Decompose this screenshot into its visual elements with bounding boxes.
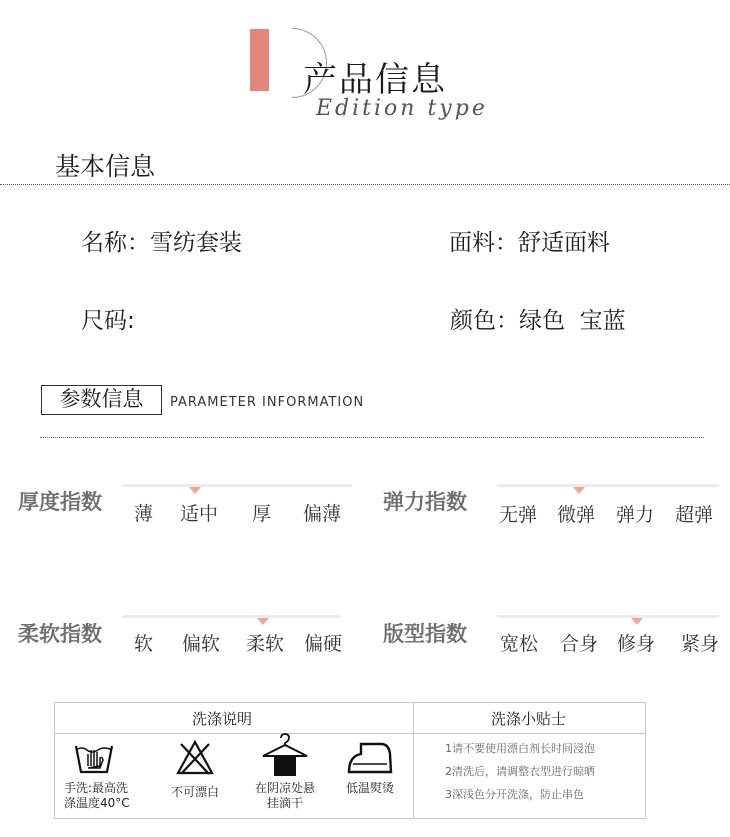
softness-option: 偏软 xyxy=(182,633,221,655)
fit-option: 修身 xyxy=(617,633,656,655)
fit-option: 宽松 xyxy=(500,633,539,655)
param-info-title: 参数信息 xyxy=(41,385,162,415)
fit-scale-label: 版型指数 xyxy=(383,622,467,646)
thickness-option: 偏薄 xyxy=(303,503,342,525)
elasticity-scale-label: 弹力指数 xyxy=(383,490,467,514)
washing-tip: 2清洗后，请调整衣型进行晾晒 xyxy=(445,765,595,778)
softness-scale-track xyxy=(122,615,340,618)
hang-dry-label: 在阴凉处悬 xyxy=(254,781,315,795)
no-bleach-icon xyxy=(175,739,215,777)
washing-table-divider xyxy=(413,702,414,819)
product-color: 颜色：绿色 宝蓝 xyxy=(450,308,626,334)
hand-wash-label: 涤温度40°C xyxy=(64,796,130,810)
product-fabric: 面料：舒适面料 xyxy=(449,230,610,256)
thickness-scale-label: 厚度指数 xyxy=(18,490,102,514)
softness-scale-label: 柔软指数 xyxy=(18,622,102,646)
elasticity-option: 弹力 xyxy=(616,504,655,526)
thickness-indicator xyxy=(189,487,201,494)
no-bleach-label: 不可漂白 xyxy=(170,785,219,799)
product-size: 尺码: xyxy=(81,308,135,334)
fit-option: 合身 xyxy=(560,633,599,655)
thickness-scale-track xyxy=(122,484,352,487)
hand-wash-label: 手洗:最高洗 xyxy=(64,781,129,795)
washing-tip: 1请不要使用漂白剂长时间浸泡 xyxy=(445,742,595,755)
page-subtitle: Edition type xyxy=(316,96,488,121)
thickness-option: 适中 xyxy=(180,503,219,525)
param-info-divider xyxy=(40,437,704,438)
softness-indicator xyxy=(257,618,269,625)
product-name: 名称：雪纺套装 xyxy=(81,230,242,256)
header-accent-bar xyxy=(250,29,269,91)
elasticity-scale-track xyxy=(497,484,719,487)
softness-option: 软 xyxy=(134,633,154,655)
fit-option: 紧身 xyxy=(681,633,720,655)
elasticity-indicator xyxy=(573,487,585,494)
param-info-title-en: PARAMETER INFORMATION xyxy=(170,395,365,410)
thickness-option: 薄 xyxy=(134,503,154,525)
page-title: 产品信息 xyxy=(303,60,447,100)
basic-info-divider xyxy=(0,184,730,185)
softness-option: 柔软 xyxy=(246,633,285,655)
fit-scale-track xyxy=(497,615,719,618)
washing-tips-title: 洗涤小贴士 xyxy=(491,710,567,728)
hang-dry-icon xyxy=(261,732,309,778)
fit-indicator xyxy=(631,618,643,625)
washing-instructions-title: 洗涤说明 xyxy=(192,710,253,728)
low-iron-label: 低温熨烫 xyxy=(345,781,394,795)
basic-info-title: 基本信息 xyxy=(55,152,156,181)
softness-option: 偏硬 xyxy=(304,633,343,655)
elasticity-option: 无弹 xyxy=(499,504,538,526)
washing-tip: 3深浅色分开洗涤，防止串色 xyxy=(445,788,584,801)
thickness-option: 厚 xyxy=(252,503,272,525)
low-iron-icon xyxy=(347,740,393,776)
elasticity-option: 微弹 xyxy=(557,504,596,526)
hand-wash-icon xyxy=(74,738,114,778)
hang-dry-label: 挂滴干 xyxy=(266,796,303,810)
elasticity-option: 超弹 xyxy=(675,504,714,526)
washing-table-header-line xyxy=(54,733,646,734)
